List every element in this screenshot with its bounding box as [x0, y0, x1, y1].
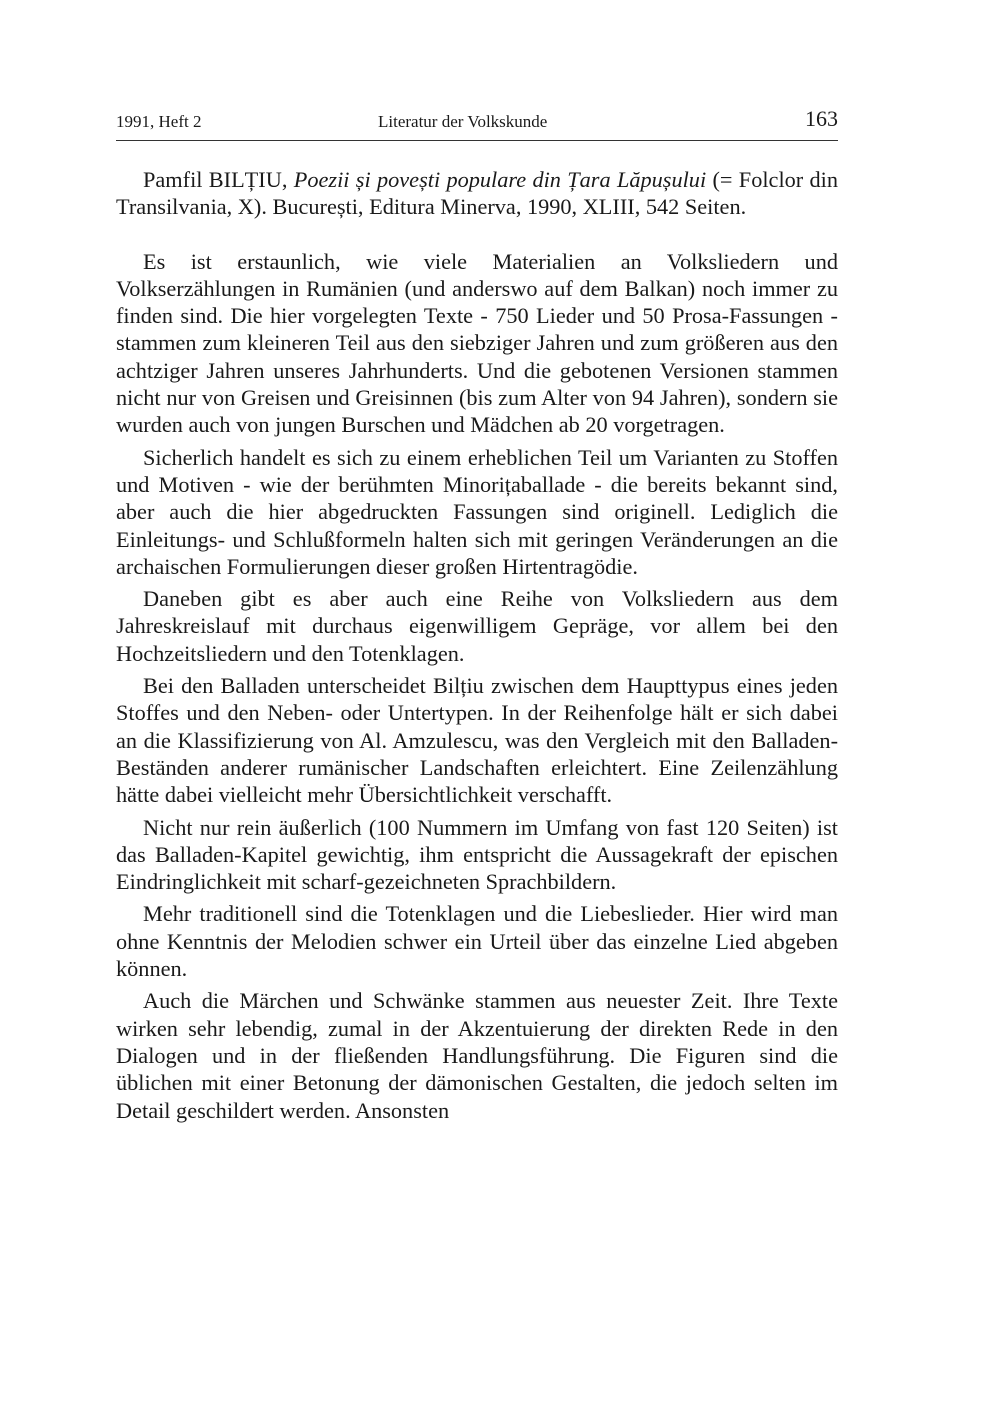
paragraph: Auch die Märchen und Schwänke stammen aus neuester Zeit. Ihre Texte wirken sehr lebendig, zumal in der Akzentuierung der direkten Rede in den Dialogen und in der fließenden Handlungsführung. Die Figuren sind die üblichen mit einer Betonung der dämonischen Gestalten, die jedoch selten im Detail geschildert werden. Ansonsten: [116, 988, 838, 1123]
running-header: [116, 104, 838, 138]
paragraph: Mehr traditionell sind die Totenklagen und die Liebeslieder. Hier wird man ohne Kenntnis der Melodien schwer ein Urteil über das einzelne Lied abgeben können.: [116, 901, 838, 982]
article-body: [116, 166, 838, 1129]
citation-author: Pamfil BILȚIU,: [143, 167, 288, 192]
header-rule: [116, 140, 838, 141]
paragraph: Bei den Balladen unterscheidet Bilțiu zwischen dem Haupttypus eines jeden Stoffes und den Neben- oder Untertypen. In der Reihenfolge hält er sich dabei an die Klassifizierung von Al. Amzulescu, was den Vergleich mit den Balladen-Beständen anderer rumänischer Landschaften erleichtert. Eine Zeilenzählung hätte dabei vielleicht mehr Übersichtlichkeit verschafft.: [116, 673, 838, 808]
bibliographic-citation: [116, 166, 838, 221]
paragraph: Es ist erstaunlich, wie viele Materialien an Volksliedern und Volkserzählungen in Rumänien (und anderswo auf dem Balkan) noch immer zu finden sind. Die hier vorgelegten Texte - 750 Lieder und 50 Prosa-Fassungen - stammen zum kleineren Teil aus den siebziger Jahren und zum größeren aus den achtziger Jahren unseres Jahrhunderts. Und die gebotenen Versionen stammen nicht nur von Greisen und Greisinnen (bis zum Alter von 94 Jahren), sondern sie wurden auch von jungen Burschen und Mädchen ab 20 vorgetragen.: [116, 248, 838, 438]
citation-title: Poezii și povești populare din Țara Lăpușului: [293, 167, 707, 192]
issue-label: 1991, Heft 2: [116, 112, 202, 131]
paragraph: Sicherlich handelt es sich zu einem erheblichen Teil um Varianten zu Stoffen und Motiven - wie der berühmten Minorițaballade - die bereits bekannt sind, aber auch die hier abgedruckten Fassungen sind originell. Lediglich die Einleitungs- und Schlußformeln halten sich mit geringen Veränderungen an die archaischen Formulierungen dieser großen Hirtentragödie.: [116, 444, 838, 579]
section-title: Literatur der Volkskunde: [378, 112, 548, 131]
paragraph: Nicht nur rein äußerlich (100 Nummern im Umfang von fast 120 Seiten) ist das Balladen-Kapitel gewichtig, ihm entspricht die Aussagekraft der epischen Eindringlichkeit mit scharf-gezeichneten Sprachbildern.: [116, 814, 838, 895]
page-number: 163: [805, 106, 838, 131]
citation-details: (= Folclor din Transilvania, X). București, Editura Minerva, 1990, XLIII, 542 Seiten.: [116, 167, 839, 220]
paragraph: Daneben gibt es aber auch eine Reihe von Volksliedern aus dem Jahreskreislauf mit durchaus eigenwilligem Gepräge, vor allem bei den Hochzeitsliedern und den Totenklagen.: [116, 586, 838, 666]
